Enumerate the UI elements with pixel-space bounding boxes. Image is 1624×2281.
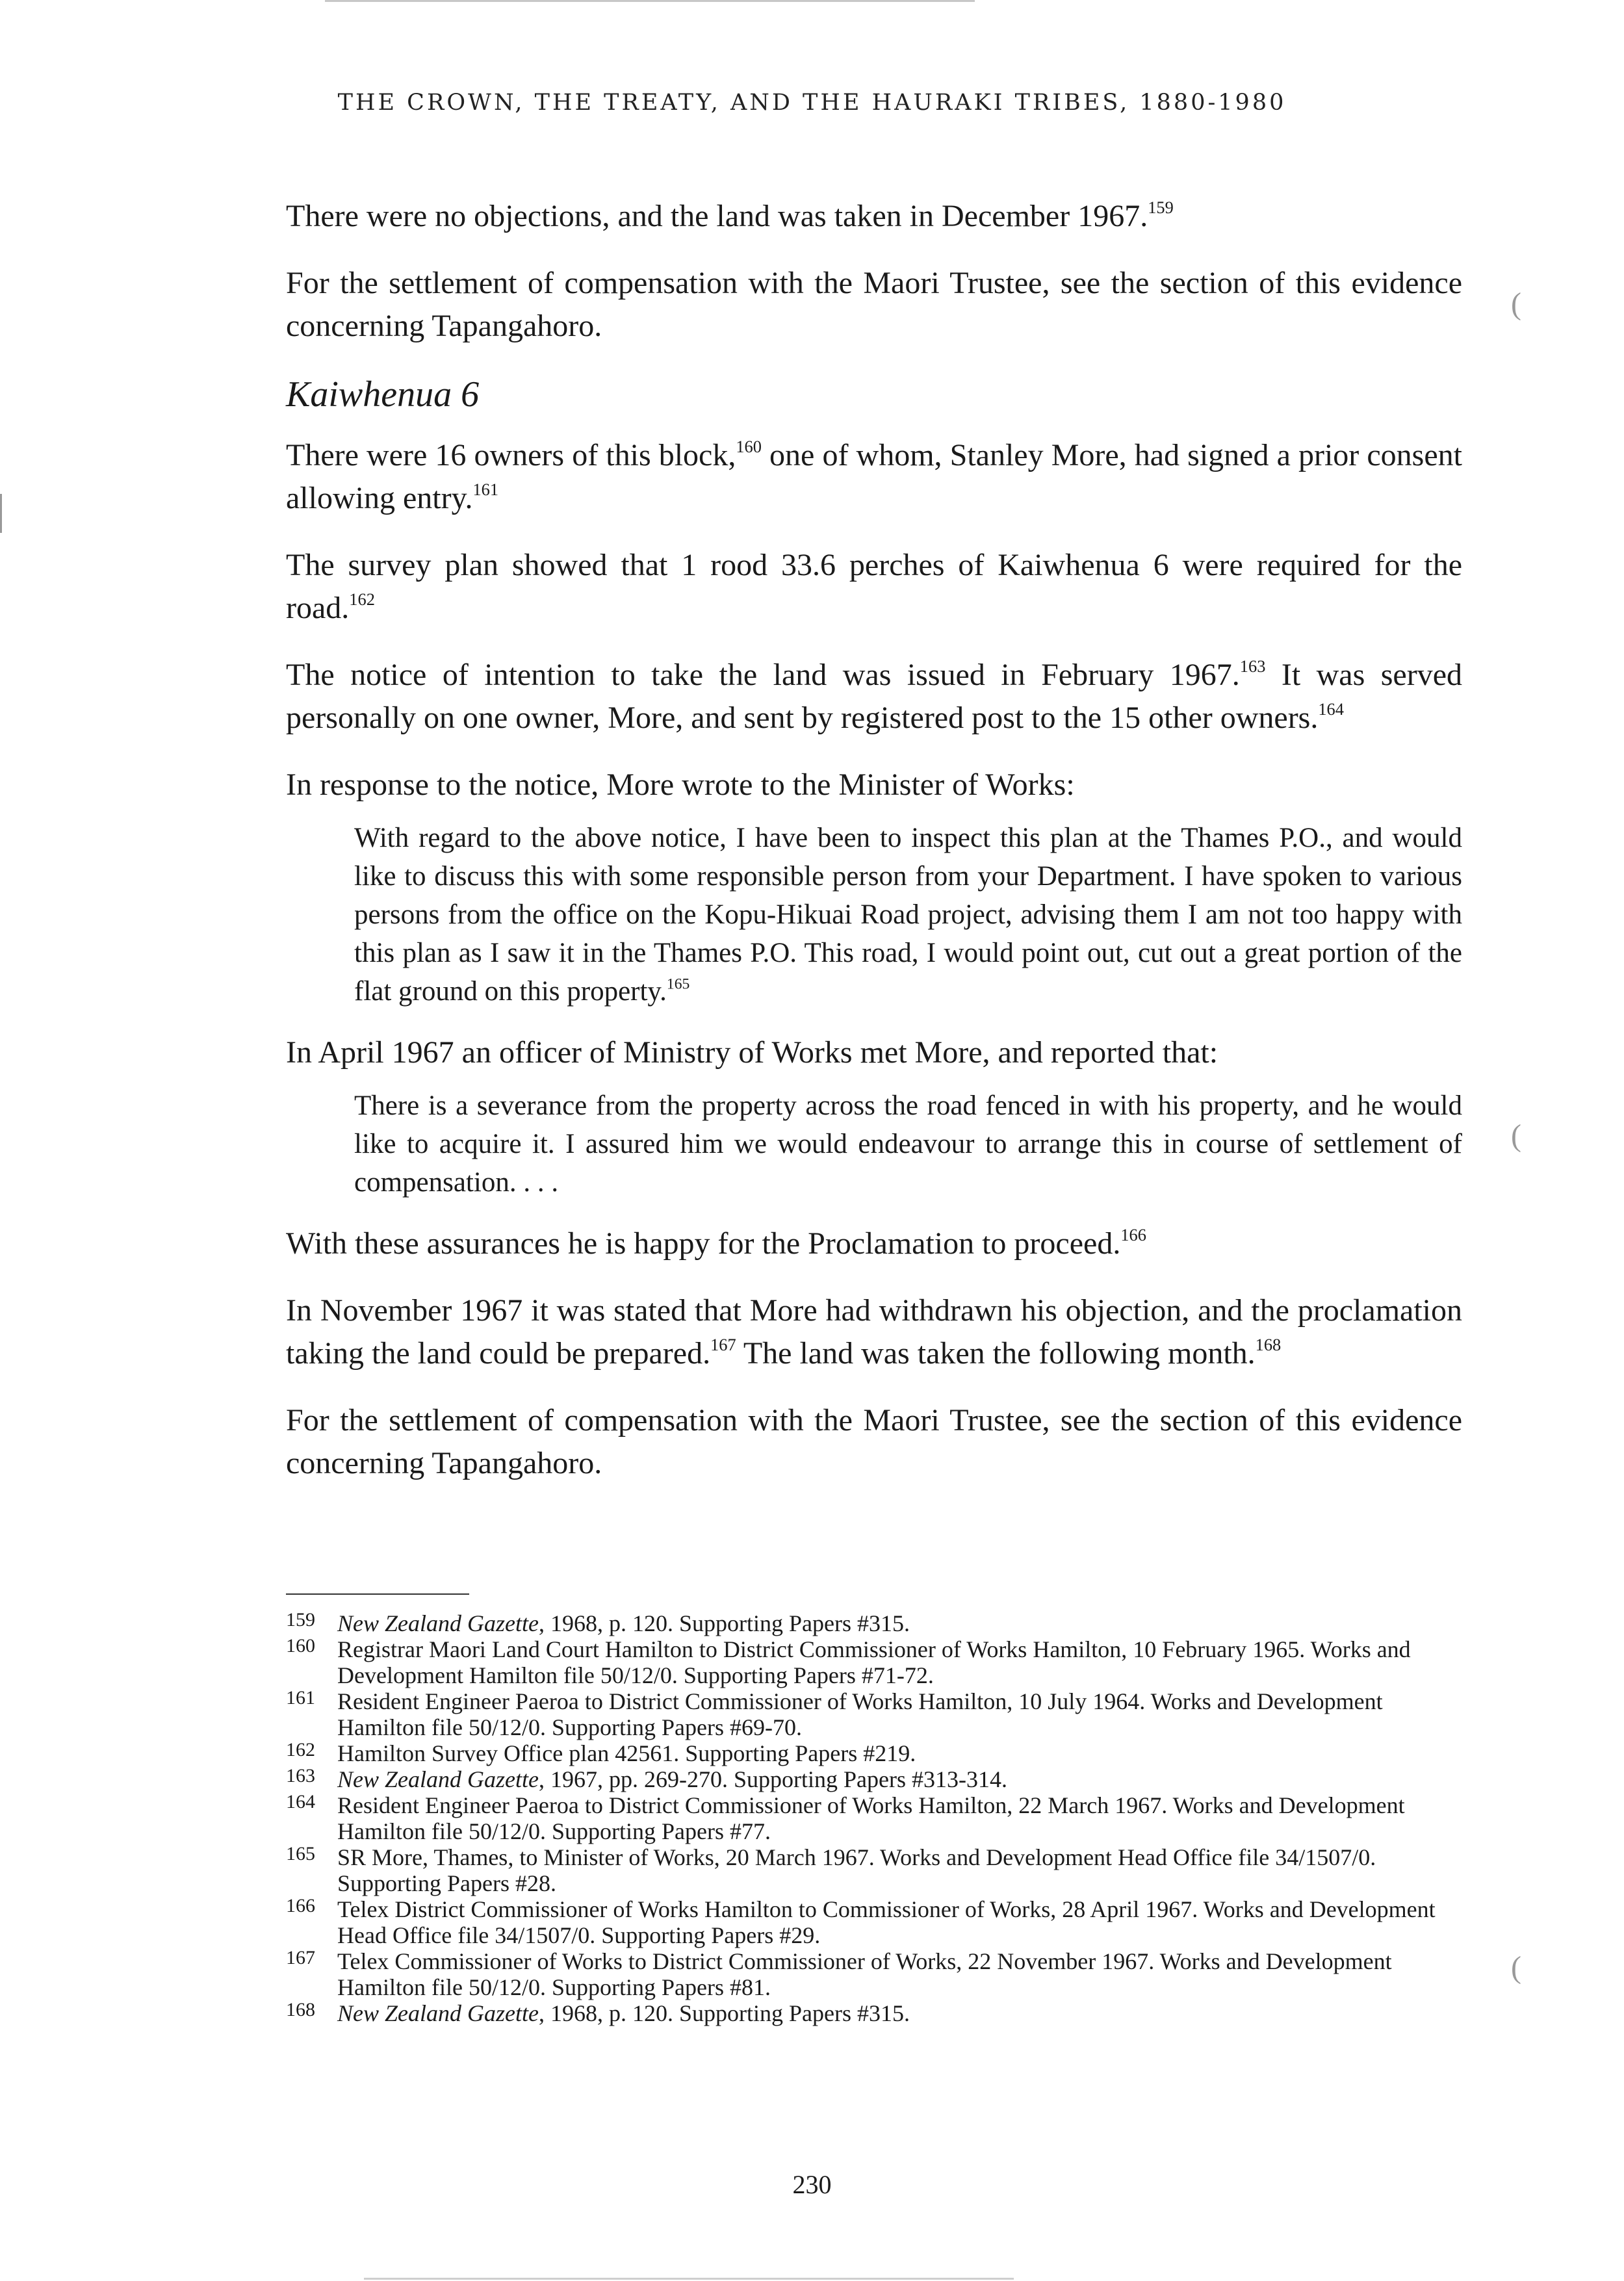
- paragraph: For the settlement of compensation with the Maori Trustee, see the section of this evidence concerning Tapangahoro.: [286, 266, 1462, 343]
- paragraph: In April 1967 an officer of Ministry of Works met More, and reported that:: [286, 1035, 1218, 1070]
- paragraph: There were no objections, and the land was taken in December 1967.$^{159}$: [286, 198, 1174, 233]
- footnote-separator: [286, 1593, 469, 1595]
- footnote-ref[interactable]: 168: [1255, 1335, 1282, 1355]
- paragraph: In November 1967 it was stated that More had withdrawn his objection, and the proclamation taking the land could be prepared.$^{167}$ The land was taken the following month.$^{168}$: [286, 1293, 1462, 1371]
- paragraph: In response to the notice, More wrote to the Minister of Works:: [286, 767, 1075, 802]
- footnote-title: New Zealand Gazette: [337, 1766, 539, 1792]
- footnote-ref[interactable]: 165: [666, 975, 690, 993]
- footnotes: [286, 1610, 1462, 2026]
- footnote-title: New Zealand Gazette: [337, 2000, 539, 2026]
- footnote-number: 164: [286, 1791, 315, 1812]
- footnote-number: 160: [286, 1635, 315, 1656]
- footnote: 159 New Zealand Gazette, 1968, p. 120. Supporting Papers #315.: [286, 1609, 910, 1636]
- footnote: 165 SR More, Thames, to Minister of Works, 20 March 1967. Works and Development Head Office file 34/1507/0. Supporting Papers #28.: [286, 1843, 1376, 1896]
- footnote-number: 161: [286, 1687, 315, 1708]
- footnote: 167 Telex Commissioner of Works to District Commissioner of Works, 22 November 1967. Works and Development Hamilton file 50/12/0. Supporting Papers #81.: [286, 1947, 1392, 2000]
- footnote-number: 166: [286, 1895, 315, 1916]
- top-scan-edge: [325, 0, 975, 2]
- block-quote: There is a severance from the property across the road fenced in with his property, and he would like to acquire it. I assured him we would endeavour to arrange this in course of settlement of compensation. . . .: [354, 1090, 1462, 1198]
- footnote-ref[interactable]: 162: [349, 589, 375, 610]
- paragraph: There were 16 owners of this block,$^{160}$ one of whom, Stanley More, had signed a prior consent allowing entry.$^{161}$: [286, 437, 1463, 515]
- footnote-number: 165: [286, 1843, 315, 1864]
- footnote-number: 167: [286, 1947, 315, 1968]
- paragraph: The survey plan showed that 1 rood 33.6 perches of Kaiwhenua 6 were required for the road.$^{162}$: [286, 548, 1462, 625]
- section-heading: Kaiwhenua 6: [286, 374, 480, 415]
- footnote-ref[interactable]: 160: [736, 437, 762, 457]
- footnote-ref[interactable]: 164: [1318, 699, 1344, 719]
- footnote: 168 New Zealand Gazette, 1968, p. 120. Supporting Papers #315.: [286, 1999, 910, 2026]
- footnote: 163 New Zealand Gazette, 1967, pp. 269-270. Supporting Papers #313-314.: [286, 1765, 1007, 1792]
- footnote-title: New Zealand Gazette: [337, 1610, 539, 1636]
- paragraph: With these assurances he is happy for the Proclamation to proceed.$^{166}$: [286, 1225, 1146, 1261]
- footnote-ref[interactable]: 163: [1239, 656, 1266, 677]
- scan-margin-mark: (: [1511, 287, 1521, 321]
- footnote: 162 Hamilton Survey Office plan 42561. Supporting Papers #219.: [286, 1739, 916, 1766]
- scan-margin-mark: [0, 494, 2, 533]
- footnote-ref[interactable]: 159: [1148, 198, 1174, 218]
- paragraph: For the settlement of compensation with the Maori Trustee, see the section of this evidence concerning Tapangahoro.: [286, 1403, 1462, 1480]
- paragraph: The notice of intention to take the land was issued in February 1967.$^{163}$ It was served personally on one owner, More, and sent by registered post to the 15 other owners.$^{164}$: [286, 656, 1462, 735]
- footnote-ref[interactable]: 161: [472, 480, 499, 500]
- footnote-ref[interactable]: 166: [1120, 1225, 1146, 1245]
- footnote: 161 Resident Engineer Paeroa to District Commissioner of Works Hamilton, 10 July 1964. Works and Development Hamilton file 50/12/0. Supporting Papers #69-70.: [286, 1687, 1383, 1740]
- footnote: 160 Registrar Maori Land Court Hamilton to District Commissioner of Works Hamilton, 10 February 1965. Works and Development Hamilton file 50/12/0. Supporting Papers #71-72.: [286, 1635, 1411, 1688]
- footnote-ref[interactable]: 167: [710, 1335, 736, 1355]
- block-quote: With regard to the above notice, I have been to inspect this plan at the Thames P.O., and would like to discuss this with some responsible person from your Department. I have spoken to various persons from the office on the Kopu-Hikuai Road project, advising them I am not too happy with this plan as I saw it in the Thames P.O. This road, I would point out, cut out a great portion of the flat ground on this property.$^{165}$: [354, 823, 1462, 1007]
- footnote-number: 162: [286, 1739, 315, 1760]
- bottom-scan-edge: [364, 2278, 1014, 2280]
- footnote-number: 159: [286, 1609, 315, 1630]
- page-number: 230: [792, 2170, 832, 2199]
- footnote-number: 163: [286, 1765, 315, 1786]
- footnote: 166 Telex District Commissioner of Works Hamilton to Commissioner of Works, 28 April 1967. Works and Development Head Office file 34/1507/0. Supporting Papers #29.: [286, 1895, 1436, 1948]
- running-header: THE CROWN, THE TREATY, AND THE HAURAKI TRIBES, 1880-1980: [337, 90, 1287, 116]
- footnote: 164 Resident Engineer Paeroa to District Commissioner of Works Hamilton, 22 March 1967. Works and Development Hamilton file 50/12/0. Supporting Papers #77.: [286, 1791, 1405, 1844]
- scan-margin-mark: (: [1511, 1118, 1521, 1153]
- footnote-number: 168: [286, 1999, 315, 2020]
- scan-margin-mark: (: [1511, 1950, 1521, 1985]
- main-text: [286, 195, 1462, 1509]
